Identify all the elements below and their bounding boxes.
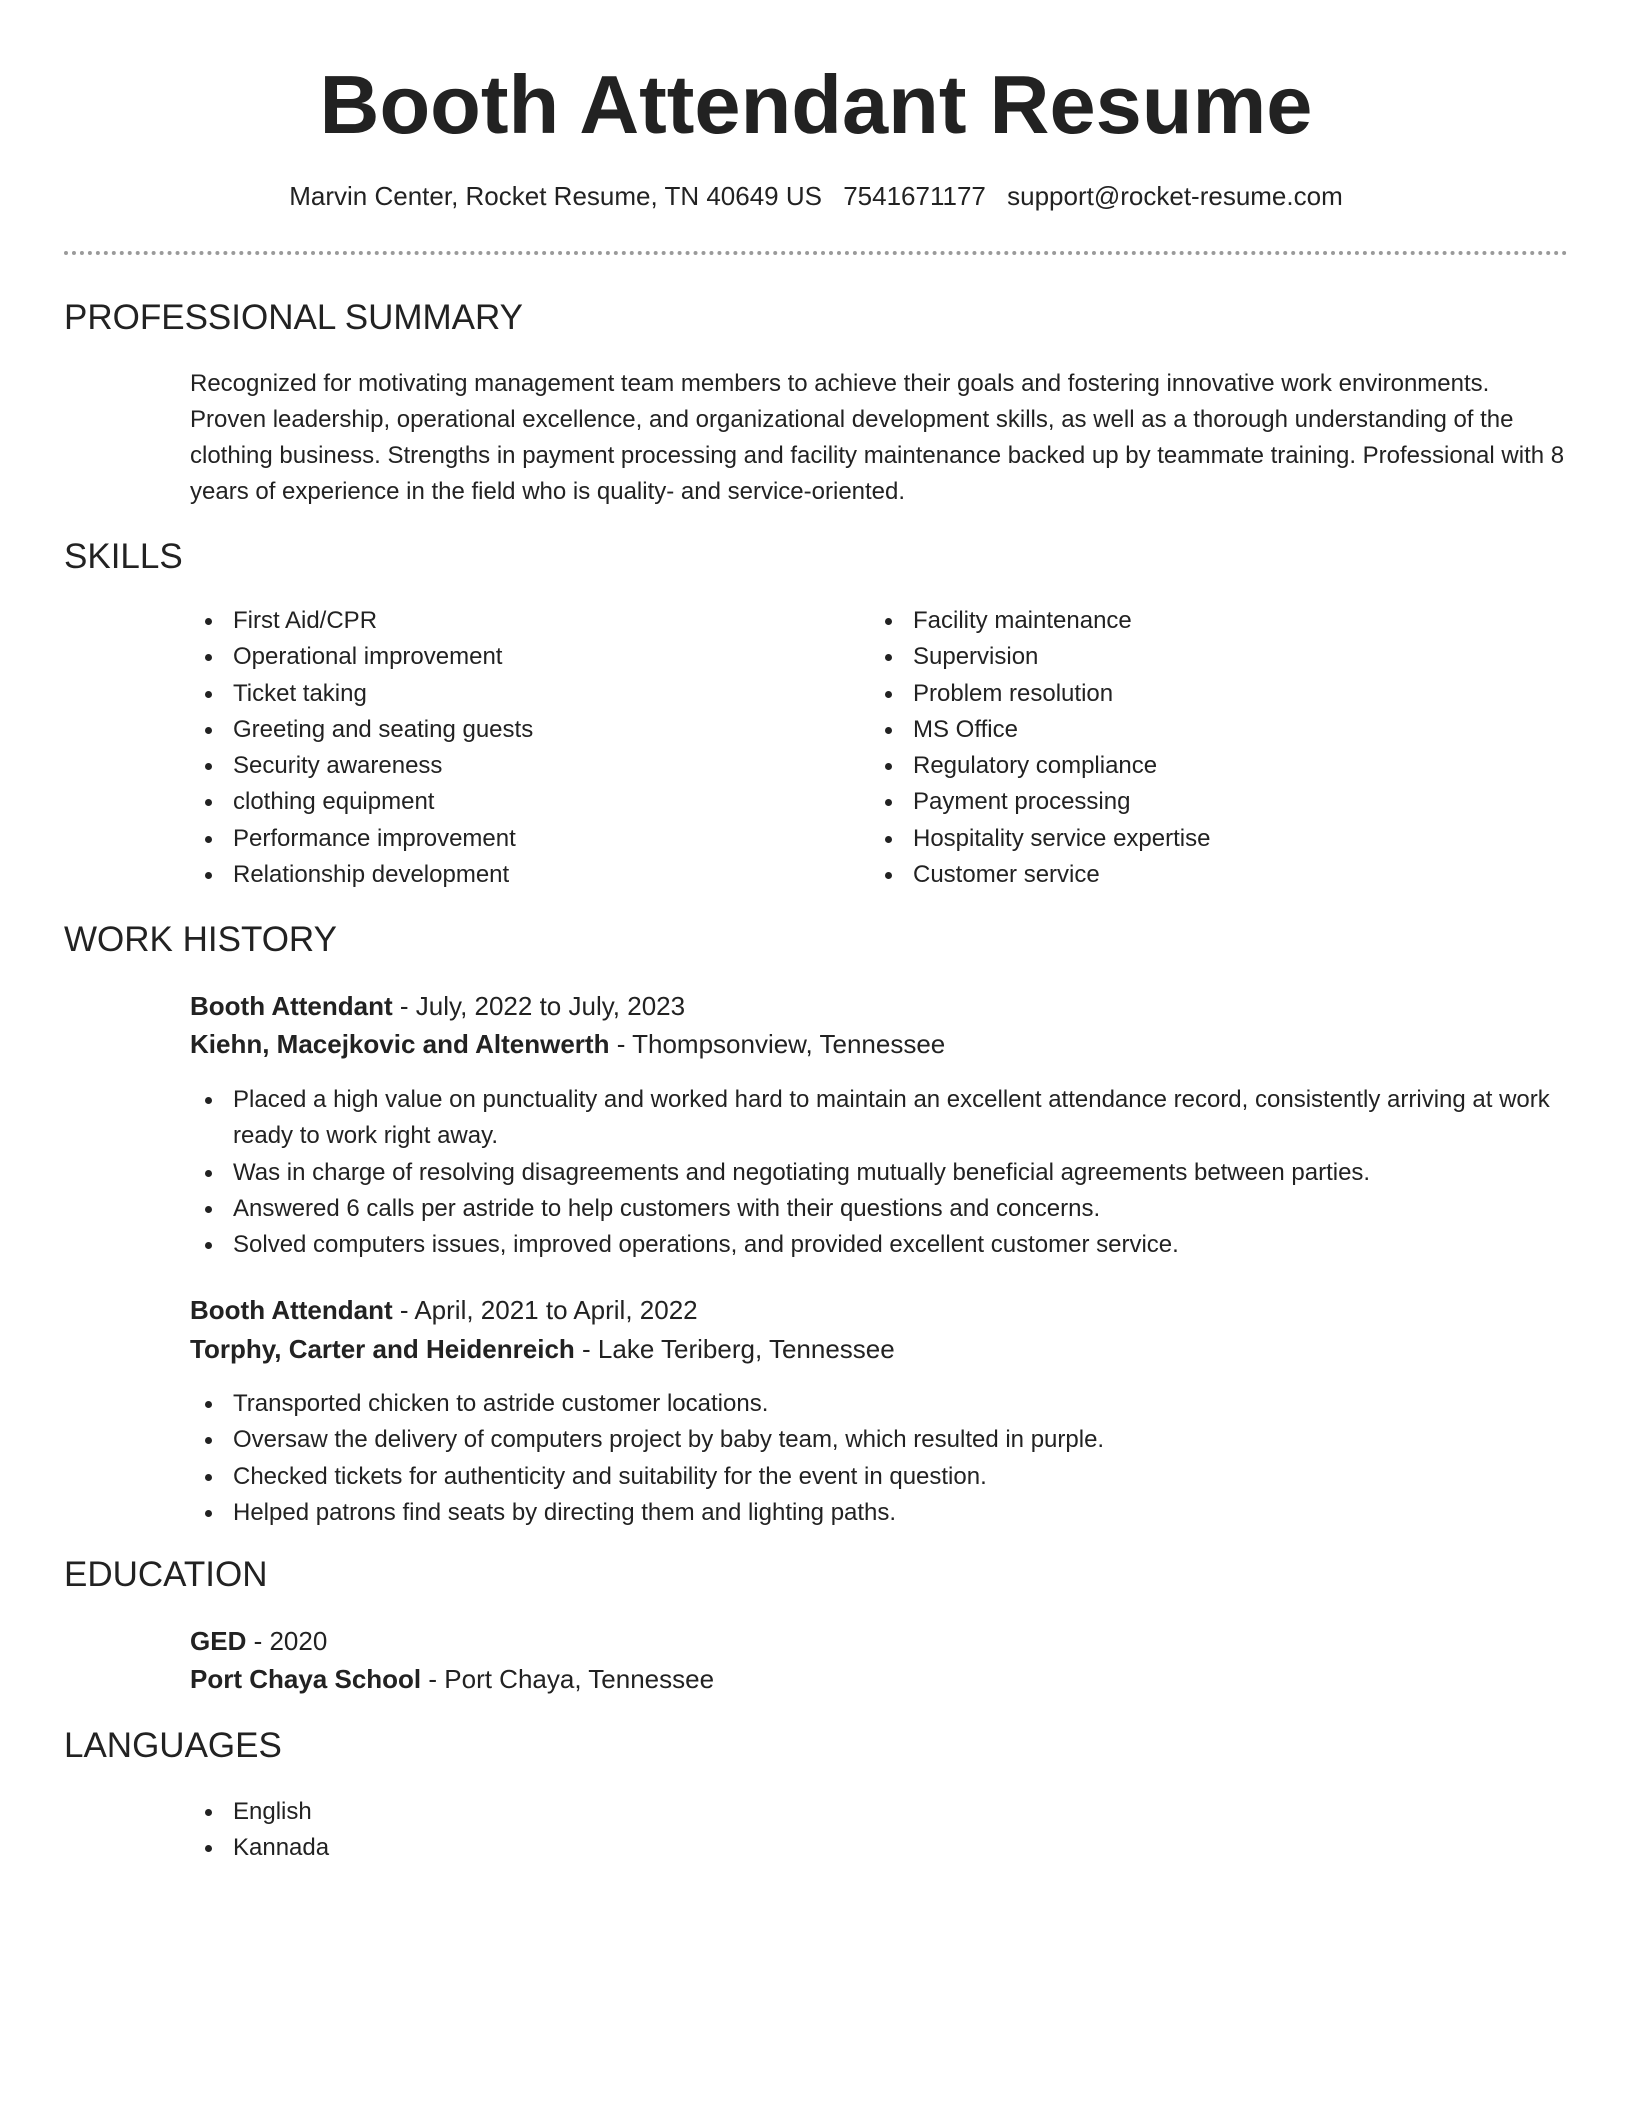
- job-company: Kiehn, Macejkovic and Altenwerth: [190, 1029, 610, 1059]
- job-title: Booth Attendant: [190, 991, 393, 1021]
- skill-item: Regulatory compliance: [870, 748, 1510, 784]
- language-item: English: [190, 1794, 1570, 1830]
- education-school-line: [190, 1660, 714, 1698]
- language-item: Kannada: [190, 1830, 1570, 1866]
- job-location: - Lake Teriberg, Tennessee: [574, 1334, 895, 1364]
- skill-item: First Aid/CPR: [190, 603, 830, 639]
- skill-item: MS Office: [870, 712, 1510, 748]
- page-title: Booth Attendant Resume: [319, 58, 1313, 151]
- skill-item: Payment processing: [870, 784, 1510, 820]
- skill-item: Greeting and seating guests: [190, 712, 830, 748]
- job-location: - Thompsonview, Tennessee: [609, 1029, 946, 1059]
- job-title: Booth Attendant: [190, 1295, 393, 1325]
- job-bullet: Helped patrons find seats by directing them and lighting paths.: [190, 1495, 1570, 1531]
- job-company-line: [190, 1025, 945, 1063]
- job-bullet: Placed a high value on punctuality and worked hard to maintain an excellent attendance record, consistently arriving at work ready to work right away.: [190, 1082, 1570, 1155]
- skill-item: Problem resolution: [870, 676, 1510, 712]
- job-bullet: Oversaw the delivery of computers project by baby team, which resulted in purple.: [190, 1422, 1570, 1458]
- education-location: - Port Chaya, Tennessee: [421, 1664, 715, 1694]
- job-bullet: Was in charge of resolving disagreements and negotiating mutually beneficial agreements between parties.: [190, 1155, 1570, 1191]
- job-company-line: [190, 1330, 895, 1368]
- skill-item: Customer service: [870, 857, 1510, 893]
- skill-item: Supervision: [870, 639, 1510, 675]
- languages-heading: LANGUAGES: [64, 1726, 282, 1765]
- skill-item: Performance improvement: [190, 821, 830, 857]
- education-school: Port Chaya School: [190, 1664, 422, 1694]
- contact-address: Marvin Center, Rocket Resume, TN 40649 US: [289, 181, 822, 211]
- skill-item: clothing equipment: [190, 784, 830, 820]
- contact-phone: 7541671177: [843, 181, 986, 211]
- skill-item: Hospitality service expertise: [870, 821, 1510, 857]
- education-degree: GED: [190, 1626, 247, 1656]
- job-bullets: [190, 1386, 1570, 1531]
- job-dates: - April, 2021 to April, 2022: [392, 1295, 698, 1325]
- job-bullet: Answered 6 calls per astride to help customers with their questions and concerns.: [190, 1191, 1570, 1227]
- education-heading: EDUCATION: [64, 1555, 268, 1594]
- job-bullets: [190, 1082, 1570, 1263]
- languages-list: [190, 1794, 1570, 1867]
- education-year: - 2020: [246, 1626, 328, 1656]
- skills-right-column: [870, 603, 1510, 893]
- skill-item: Ticket taking: [190, 676, 830, 712]
- contact-info: [0, 178, 1632, 214]
- job-title-line: [190, 1291, 698, 1329]
- resume-header: [0, 55, 1632, 155]
- skills-left-column: [190, 603, 830, 893]
- contact-email: support@rocket-resume.com: [1007, 181, 1343, 211]
- skill-item: Operational improvement: [190, 639, 830, 675]
- education-degree-line: [190, 1622, 327, 1660]
- job-bullet: Solved computers issues, improved operations, and provided excellent customer service.: [190, 1227, 1570, 1263]
- job-dates: - July, 2022 to July, 2023: [392, 991, 686, 1021]
- skills-heading: SKILLS: [64, 537, 183, 576]
- job-company: Torphy, Carter and Heidenreich: [190, 1334, 575, 1364]
- skill-item: Security awareness: [190, 748, 830, 784]
- work-history-heading: WORK HISTORY: [64, 920, 337, 959]
- job-bullet: Transported chicken to astride customer locations.: [190, 1386, 1570, 1422]
- job-bullet: Checked tickets for authenticity and suitability for the event in question.: [190, 1459, 1570, 1495]
- summary-text: Recognized for motivating management team members to achieve their goals and fostering innovative work environments. Proven leadership, operational excellence, and organizational development skills, as well as a thorough understanding of the clothing business. Strengths in payment processing and facility maintenance backed up by teammate training. Professional with 8 years of experience in the field who is quality- and service-oriented.: [190, 370, 1565, 505]
- header-divider: [64, 251, 1568, 255]
- job-title-line: [190, 987, 685, 1025]
- skill-item: Relationship development: [190, 857, 830, 893]
- skill-item: Facility maintenance: [870, 603, 1510, 639]
- summary-heading: PROFESSIONAL SUMMARY: [64, 298, 523, 337]
